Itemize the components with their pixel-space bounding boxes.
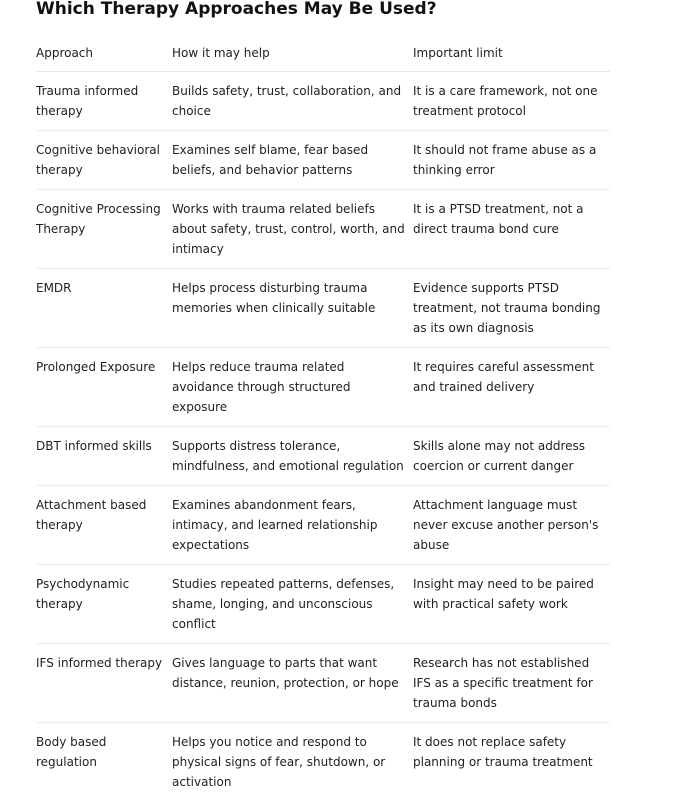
limit-cell (413, 71, 610, 130)
approach-text: Body based regulation (36, 734, 107, 769)
table-header-row (36, 34, 610, 71)
therapy-approaches-table (36, 34, 610, 801)
approach-text: Attachment based therapy (36, 497, 147, 532)
approach-cell (36, 722, 172, 801)
column-header-label: How it may help (172, 46, 270, 60)
help-cell (172, 564, 413, 643)
limit-text: Research has not established IFS as a specific treatment for trauma bonds (413, 655, 593, 710)
limit-cell (413, 189, 610, 268)
column-header-approach (36, 34, 172, 71)
limit-text: Evidence supports PTSD treatment, not trauma bonding as its own diagnosis (413, 280, 601, 335)
help-text: Supports distress tolerance, mindfulness, and emotional regulation (172, 438, 404, 473)
help-text: Builds safety, trust, collaboration, and choice (172, 83, 402, 118)
table-header (36, 34, 610, 71)
table-row (36, 485, 610, 564)
help-cell (172, 485, 413, 564)
limit-text: It requires careful assessment and trained delivery (413, 359, 594, 394)
approach-text: DBT informed skills (36, 438, 152, 453)
column-header-label: Approach (36, 46, 94, 60)
help-text: Works with trauma related beliefs about safety, trust, control, worth, and intimacy (172, 201, 405, 256)
help-cell (172, 189, 413, 268)
table-row (36, 564, 610, 643)
help-cell (172, 268, 413, 347)
column-header-label: Important limit (413, 46, 503, 60)
approach-cell (36, 643, 172, 722)
approach-text: Prolonged Exposure (36, 359, 156, 374)
help-text: Examines abandonment fears, intimacy, and learned relationship expectations (172, 497, 378, 552)
limit-cell (413, 564, 610, 643)
approach-cell (36, 426, 172, 485)
approach-text: EMDR (36, 280, 72, 295)
limit-cell (413, 722, 610, 801)
limit-text: Attachment language must never excuse another person's abuse (413, 497, 599, 552)
approach-text: Cognitive Processing Therapy (36, 201, 161, 236)
limit-text: It should not frame abuse as a thinking error (413, 142, 597, 177)
limit-text: It does not replace safety planning or trauma treatment (413, 734, 593, 769)
approach-cell (36, 268, 172, 347)
help-text: Helps you notice and respond to physical signs of fear, shutdown, or activation (172, 734, 386, 789)
help-text: Studies repeated patterns, defenses, shame, longing, and unconscious conflict (172, 576, 395, 631)
limit-cell (413, 130, 610, 189)
limit-cell (413, 643, 610, 722)
limit-cell (413, 426, 610, 485)
approach-text: IFS informed therapy (36, 655, 163, 670)
column-header-how-it-may-help (172, 34, 413, 71)
approach-text: Psychodynamic therapy (36, 576, 130, 611)
table-row (36, 643, 610, 722)
limit-text: Insight may need to be paired with practical safety work (413, 576, 594, 611)
help-text: Gives language to parts that want distance, reunion, protection, or hope (172, 655, 399, 690)
table-row (36, 189, 610, 268)
approach-cell (36, 71, 172, 130)
table-row (36, 71, 610, 130)
approach-cell (36, 564, 172, 643)
help-cell (172, 347, 413, 426)
help-cell (172, 130, 413, 189)
table-row (36, 722, 610, 801)
approach-text: Trauma informed therapy (36, 83, 139, 118)
table-row (36, 130, 610, 189)
help-cell (172, 643, 413, 722)
column-header-important-limit (413, 34, 610, 71)
approach-cell (36, 347, 172, 426)
help-cell (172, 722, 413, 801)
approach-text: Cognitive behavioral therapy (36, 142, 160, 177)
table-row (36, 347, 610, 426)
help-cell (172, 426, 413, 485)
limit-text: Skills alone may not address coercion or current danger (413, 438, 586, 473)
help-text: Helps reduce trauma related avoidance through structured exposure (172, 359, 351, 414)
limit-cell (413, 268, 610, 347)
limit-text: It is a PTSD treatment, not a direct trauma bond cure (413, 201, 584, 236)
table-row (36, 268, 610, 347)
approach-cell (36, 485, 172, 564)
limit-cell (413, 347, 610, 426)
approach-cell (36, 130, 172, 189)
help-text: Examines self blame, fear based beliefs, and behavior patterns (172, 142, 369, 177)
limit-cell (413, 485, 610, 564)
help-cell (172, 71, 413, 130)
limit-text: It is a care framework, not one treatment protocol (413, 83, 598, 118)
approach-cell (36, 189, 172, 268)
table-body (36, 71, 610, 801)
table-row (36, 426, 610, 485)
help-text: Helps process disturbing trauma memories when clinically suitable (172, 280, 376, 315)
page-title: Which Therapy Approaches May Be Used? (36, 0, 437, 19)
